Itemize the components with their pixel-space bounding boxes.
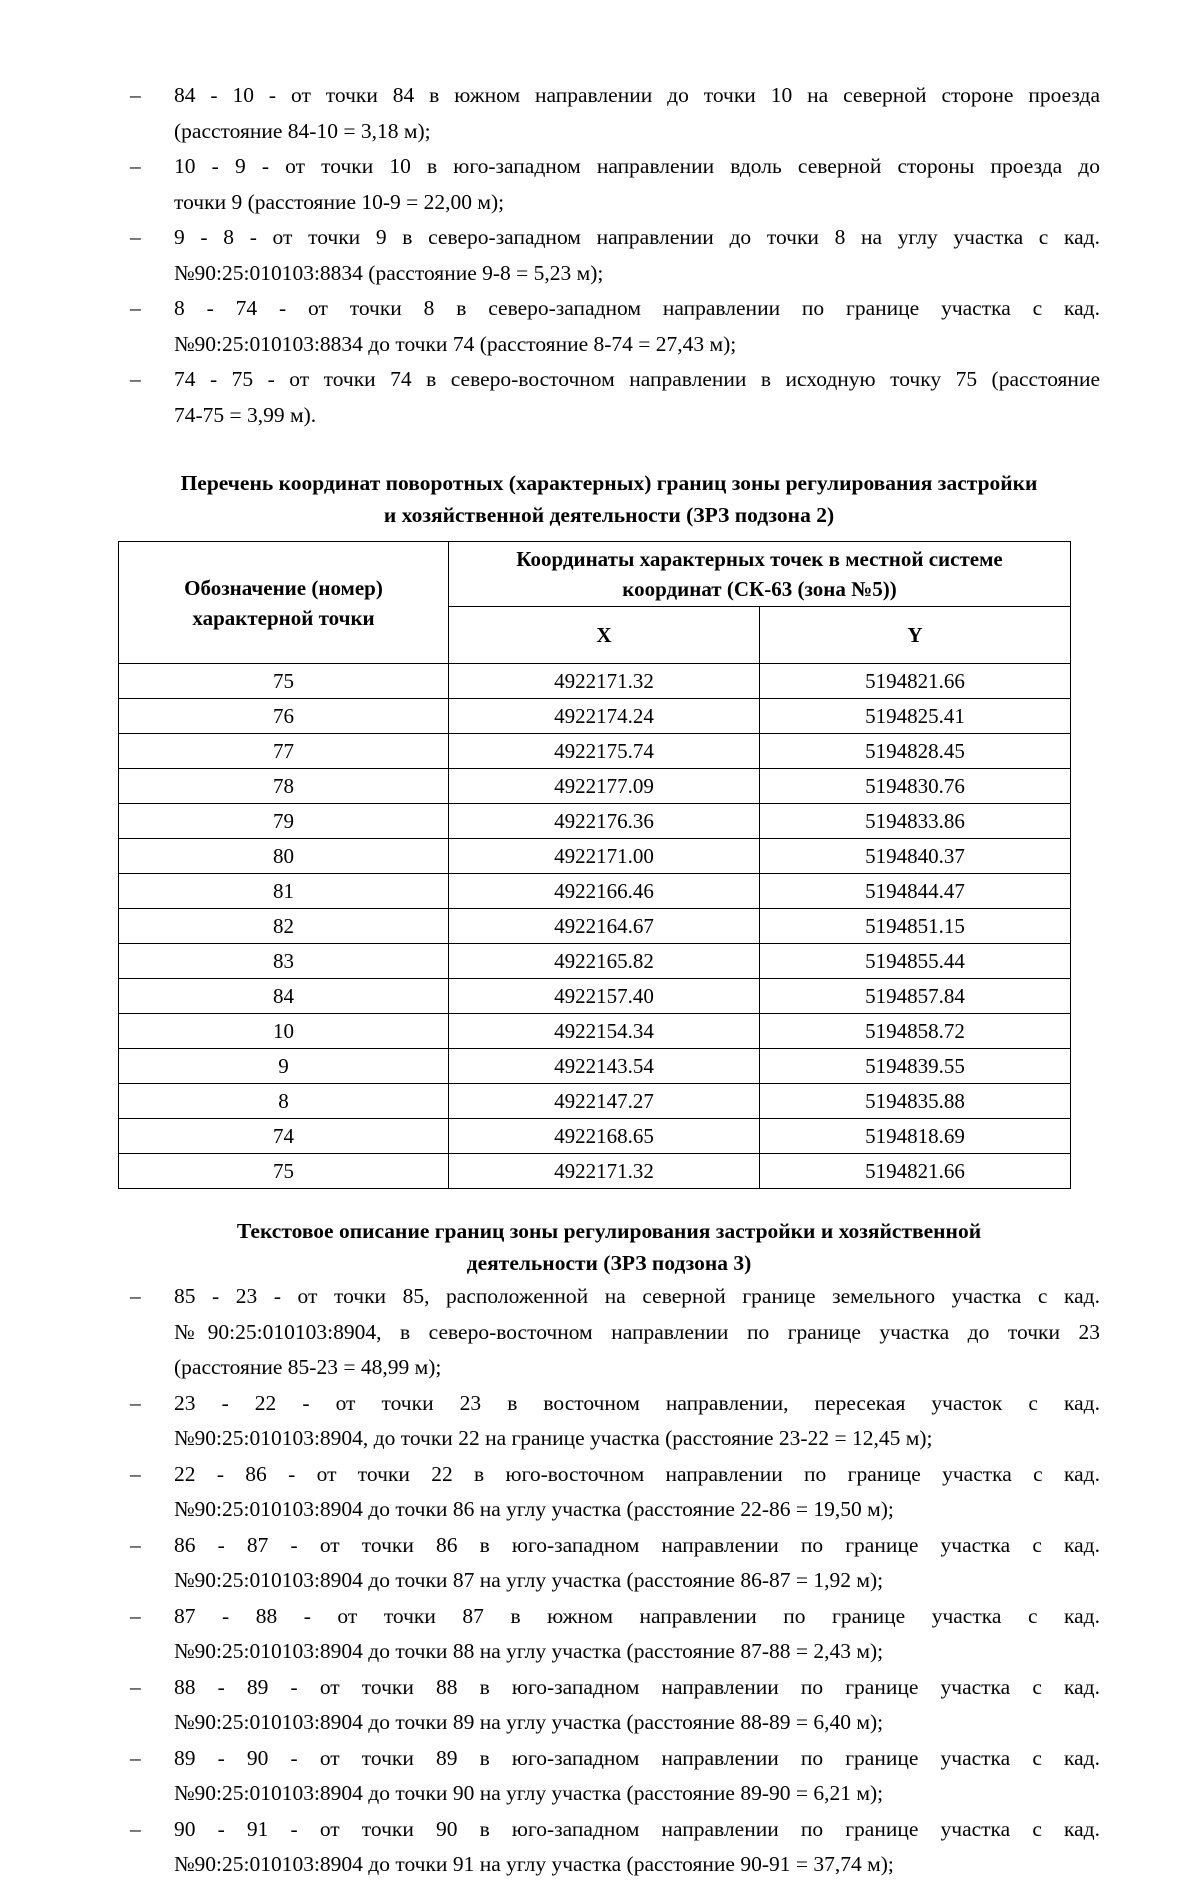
list-item [118,362,1100,433]
cell-y-coordinate: 5194835.88 [760,1084,1071,1119]
list-item [118,1741,1100,1812]
list-item-text [174,149,1100,220]
cell-point-number: 81 [119,874,449,909]
cell-y-coordinate: 5194821.66 [760,1154,1071,1189]
list-item-text [174,1670,1100,1741]
cell-point-number: 79 [119,804,449,839]
cell-y-coordinate: 5194840.37 [760,839,1071,874]
table-row [119,804,1071,839]
coordinates-table-head [119,542,1071,664]
cell-y-coordinate: 5194844.47 [760,874,1071,909]
list-item-text [174,78,1100,149]
dash-bullet-icon: – [130,1674,141,1699]
list-item [118,78,1100,149]
list-item-line: 84 - 10 - от точки 84 в южном направлении до точки 10 на северной стороне проезда [174,83,1100,107]
cell-point-number: 8 [119,1084,449,1119]
dash-bullet-icon: – [130,1532,141,1557]
dash-bullet-icon: – [130,154,141,178]
list-item-line: 86 - 87 - от точки 86 в юго-западном направлении по границе участка с кад. [174,1532,1100,1557]
list-item-line: (расстояние 84-10 = 3,18 м); [174,118,431,143]
dash-bullet-icon: – [130,1816,141,1841]
list-item-line: №90:25:010103:8904 до точки 90 на углу участка (расстояние 89-90 = 6,21 м); [174,1781,884,1805]
cell-x-coordinate: 4922174.24 [449,699,760,734]
cell-point-number: 75 [119,664,449,699]
list-item [118,1457,1100,1528]
list-item-line: (расстояние 85-23 = 48,99 м); [174,1355,442,1379]
column-header-point-number-line-1: Обозначение (номер) [184,575,383,600]
dash-bullet-icon: – [130,1603,141,1628]
list-item-text [174,1528,1100,1599]
list-item-text [174,291,1100,362]
coordinates-table-heading-line-2: и хозяйственной деятельности (ЗРЗ подзона 2) [383,503,835,527]
cell-x-coordinate: 4922157.40 [449,979,760,1014]
dash-bullet-icon: – [130,1284,141,1308]
list-item-line: 23 - 22 - от точки 23 в восточном направлении, пересекая участок с кад. [174,1390,1100,1415]
cell-y-coordinate: 5194821.66 [760,664,1071,699]
cell-point-number: 82 [119,909,449,944]
list-item-line: точки 9 (расстояние 10-9 = 22,00 м); [174,189,505,214]
list-item-text [174,362,1100,433]
cell-x-coordinate: 4922143.54 [449,1049,760,1084]
list-item-text [174,220,1100,291]
dash-bullet-icon: – [130,225,141,249]
list-item-line: 8 - 74 - от точки 8 в северо-западном направлении по границе участка с кад. [174,296,1100,320]
list-item-line: №90:25:010103:8904, в северо-восточном направлении по границе участка до точки 23 [174,1319,1100,1344]
cell-y-coordinate: 5194851.15 [760,909,1071,944]
column-header-coordinates-line-1: Координаты характерных точек в местной системе [516,547,1003,571]
column-header-coordinates [449,542,1071,607]
cell-x-coordinate: 4922176.36 [449,804,760,839]
cell-point-number: 75 [119,1154,449,1189]
cell-x-coordinate: 4922177.09 [449,769,760,804]
cell-y-coordinate: 5194830.76 [760,769,1071,804]
table-row [119,1084,1071,1119]
text-description-heading-subzone-3 [118,1215,1100,1279]
list-item-text [174,1386,1100,1457]
table-row [119,734,1071,769]
column-header-y: Y [760,607,1071,664]
list-item-line: №90:25:010103:8904 до точки 86 на углу участка (расстояние 22-86 = 19,50 м); [174,1497,894,1521]
column-header-point-number [119,542,449,664]
dash-bullet-icon: – [130,1461,141,1486]
dash-bullet-icon: – [130,296,141,320]
cell-x-coordinate: 4922154.34 [449,1014,760,1049]
cell-x-coordinate: 4922165.82 [449,944,760,979]
list-item [118,1812,1100,1883]
dash-bullet-icon: – [130,367,141,391]
list-item-line: 74 - 75 - от точки 74 в северо-восточном направлении в исходную точку 75 (расстояние [174,367,1100,391]
table-row [119,699,1071,734]
list-item-line: 90 - 91 - от точки 90 в юго-западном направлении по границе участка с кад. [174,1816,1100,1841]
cell-x-coordinate: 4922175.74 [449,734,760,769]
list-item-line: 88 - 89 - от точки 88 в юго-западном направлении по границе участка с кад. [174,1674,1100,1699]
cell-x-coordinate: 4922168.65 [449,1119,760,1154]
dash-bullet-icon: – [130,1745,141,1770]
cell-point-number: 80 [119,839,449,874]
cell-point-number: 74 [119,1119,449,1154]
list-item [118,1528,1100,1599]
cell-x-coordinate: 4922171.32 [449,1154,760,1189]
cell-point-number: 77 [119,734,449,769]
cell-y-coordinate: 5194825.41 [760,699,1071,734]
list-item [118,1670,1100,1741]
table-row [119,874,1071,909]
cell-y-coordinate: 5194855.44 [760,944,1071,979]
list-item-line: 89 - 90 - от точки 89 в юго-западном направлении по границе участка с кад. [174,1745,1100,1770]
cell-point-number: 76 [119,699,449,734]
list-item-line: 74-75 = 3,99 м). [174,402,317,427]
list-item-line: 10 - 9 - от точки 10 в юго-западном направлении вдоль северной стороны проезда до [174,154,1100,178]
list-item [118,1599,1100,1670]
cell-x-coordinate: 4922171.00 [449,839,760,874]
cell-point-number: 9 [119,1049,449,1084]
dash-bullet-icon: – [130,83,141,107]
table-row [119,944,1071,979]
table-row [119,1014,1071,1049]
boundary-description-list-subzone-2 [118,78,1100,433]
list-item-line: 9 - 8 - от точки 9 в северо-западном направлении до точки 8 на углу участка с кад. [174,225,1100,249]
list-item-line: 22 - 86 - от точки 22 в юго-восточном направлении по границе участка с кад. [174,1461,1100,1486]
list-item-line: №90:25:010103:8904 до точки 87 на углу участка (расстояние 86-87 = 1,92 м); [174,1568,884,1592]
list-item [118,1279,1100,1386]
table-row [119,1119,1071,1154]
table-row [119,909,1071,944]
cell-y-coordinate: 5194858.72 [760,1014,1071,1049]
list-item-line: №90:25:010103:8904 до точки 88 на углу участка (расстояние 87-88 = 2,43 м); [174,1639,884,1663]
list-item-line: №90:25:010103:8834 до точки 74 (расстояние 8-74 = 27,43 м); [174,331,737,356]
cell-y-coordinate: 5194818.69 [760,1119,1071,1154]
list-item-line: 87 - 88 - от точки 87 в южном направлении по границе участка с кад. [174,1603,1100,1628]
cell-x-coordinate: 4922166.46 [449,874,760,909]
cell-point-number: 84 [119,979,449,1014]
column-header-point-number-line-2: характерной точки [192,605,375,630]
list-item-line: №90:25:010103:8904, до точки 22 на границе участка (расстояние 23-22 = 12,45 м); [174,1426,933,1450]
text-description-heading-line-1: Текстовое описание границ зоны регулирования застройки и хозяйственной [236,1219,982,1243]
cell-x-coordinate: 4922147.27 [449,1084,760,1119]
list-item-line: №90:25:010103:8904 до точки 89 на углу участка (расстояние 88-89 = 6,40 м); [174,1710,884,1734]
list-item-text [174,1599,1100,1670]
list-item-line: 85 - 23 - от точки 85, расположенной на северной границе земельного участка с кад. [174,1284,1100,1308]
coordinates-table-heading-line-1: Перечень координат поворотных (характерных) границ зоны регулирования застройки [180,471,1038,495]
dash-bullet-icon: – [130,1390,141,1415]
coordinates-table [118,541,1071,1189]
list-item [118,1386,1100,1457]
list-item-text [174,1812,1100,1883]
cell-y-coordinate: 5194839.55 [760,1049,1071,1084]
cell-x-coordinate: 4922171.32 [449,664,760,699]
cell-y-coordinate: 5194828.45 [760,734,1071,769]
list-item-text [174,1279,1100,1386]
cell-point-number: 83 [119,944,449,979]
cell-point-number: 10 [119,1014,449,1049]
list-item-line: №90:25:010103:8904 до точки 91 на углу участка (расстояние 90-91 = 37,74 м); [174,1852,894,1876]
list-item [118,149,1100,220]
table-row [119,769,1071,804]
list-item-text [174,1457,1100,1528]
coordinates-table-body [119,664,1071,1189]
column-header-coordinates-line-2: координат (СК-63 (зона №5)) [622,577,897,601]
list-item [118,291,1100,362]
column-header-x: X [449,607,760,664]
list-item-text [174,1741,1100,1812]
table-row [119,839,1071,874]
list-item-line: №90:25:010103:8834 (расстояние 9-8 = 5,23 м); [174,260,604,285]
cell-point-number: 78 [119,769,449,804]
text-description-heading-line-2: деятельности (ЗРЗ подзона 3) [466,1251,752,1275]
cell-y-coordinate: 5194833.86 [760,804,1071,839]
cell-y-coordinate: 5194857.84 [760,979,1071,1014]
boundary-description-list-subzone-3 [118,1279,1100,1883]
table-row [119,1154,1071,1189]
cell-x-coordinate: 4922164.67 [449,909,760,944]
table-row [119,664,1071,699]
list-item [118,220,1100,291]
spacer [118,1189,1100,1215]
spacer [118,433,1100,467]
coordinates-table-heading [118,467,1100,531]
table-row [119,979,1071,1014]
table-row [119,1049,1071,1084]
table-header-row-main [119,542,1071,607]
